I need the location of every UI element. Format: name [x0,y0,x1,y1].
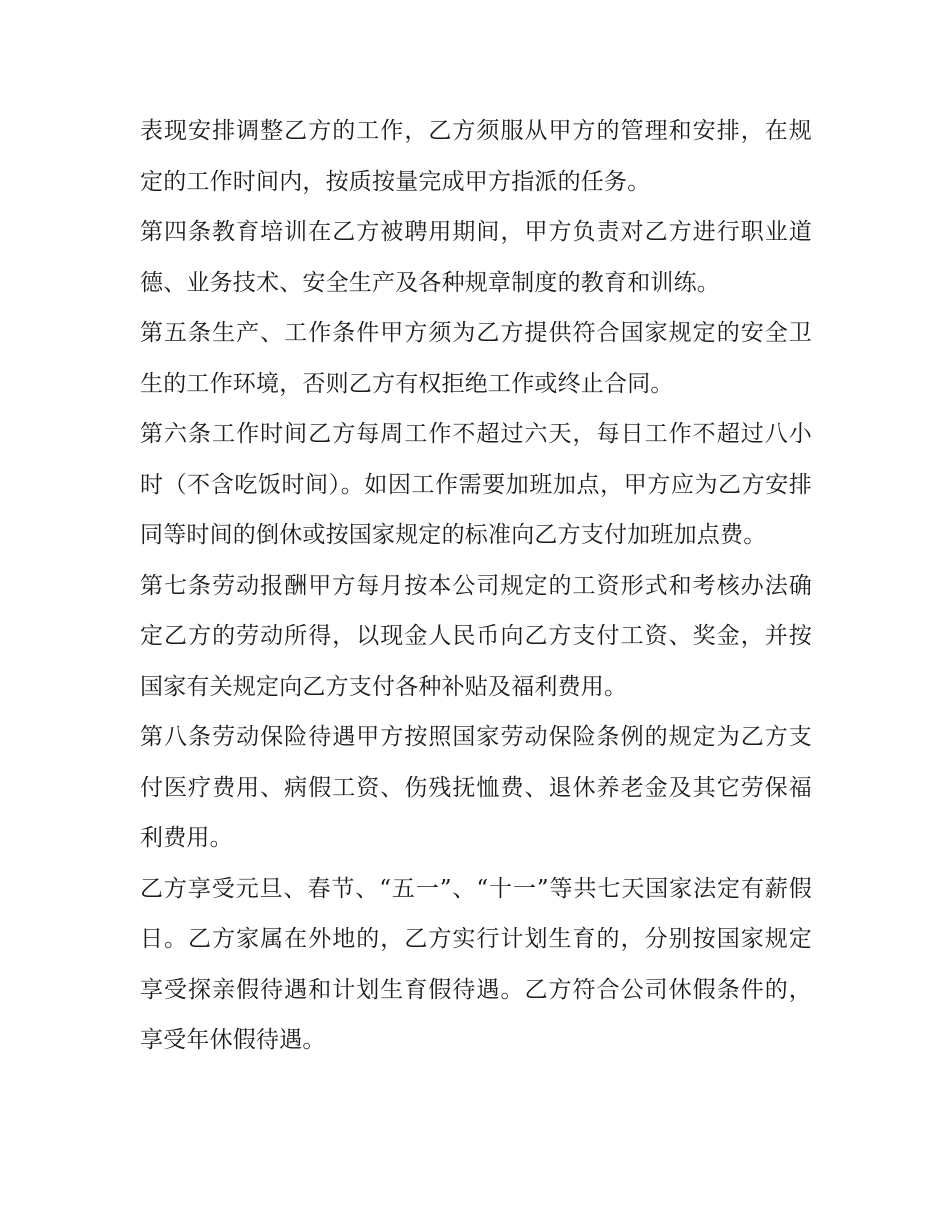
paragraph-article-8-insurance: 第八条劳动保险待遇甲方按照国家劳动保险条例的规定为乙方支付医疗费用、病假工资、伤残抚恤费、退休养老金及其它劳保福利费用。 [140,724,812,851]
paragraph-article-5-conditions: 第五条生产、工作条件甲方须为乙方提供符合国家规定的安全卫生的工作环境，否则乙方有权拒绝工作或终止合同。 [140,320,812,397]
document-body [140,106,812,1066]
paragraph-article-4-training: 第四条教育培训在乙方被聘用期间，甲方负责对乙方进行职业道德、业务技术、安全生产及各种规章制度的教育和训练。 [140,219,812,296]
paragraph-article-6-working-hours: 第六条工作时间乙方每周工作不超过六天，每日工作不超过八小时（不含吃饭时间）。如因工作需要加班加点，甲方应为乙方安排同等时间的倒休或按国家规定的标准向乙方支付加班加点费。 [140,421,812,548]
paragraph-work-arrangement: 表现安排调整乙方的工作，乙方须服从甲方的管理和安排，在规定的工作时间内，按质按量完成甲方指派的任务。 [140,118,812,195]
paragraph-article-7-remuneration: 第七条劳动报酬甲方每月按本公司规定的工资形式和考核办法确定乙方的劳动所得，以现金人民币向乙方支付工资、奖金，并按国家有关规定向乙方支付各种补贴及福利费用。 [140,572,812,700]
paragraph-holidays: 乙方享受元旦、春节、“五一”、“十一”等共七天国家法定有薪假日。乙方家属在外地的，乙方实行计划生育的，分别按国家规定享受探亲假待遇和计划生育假待遇。乙方符合公司休假条件的，享受年休假待遇。 [140,875,812,1053]
